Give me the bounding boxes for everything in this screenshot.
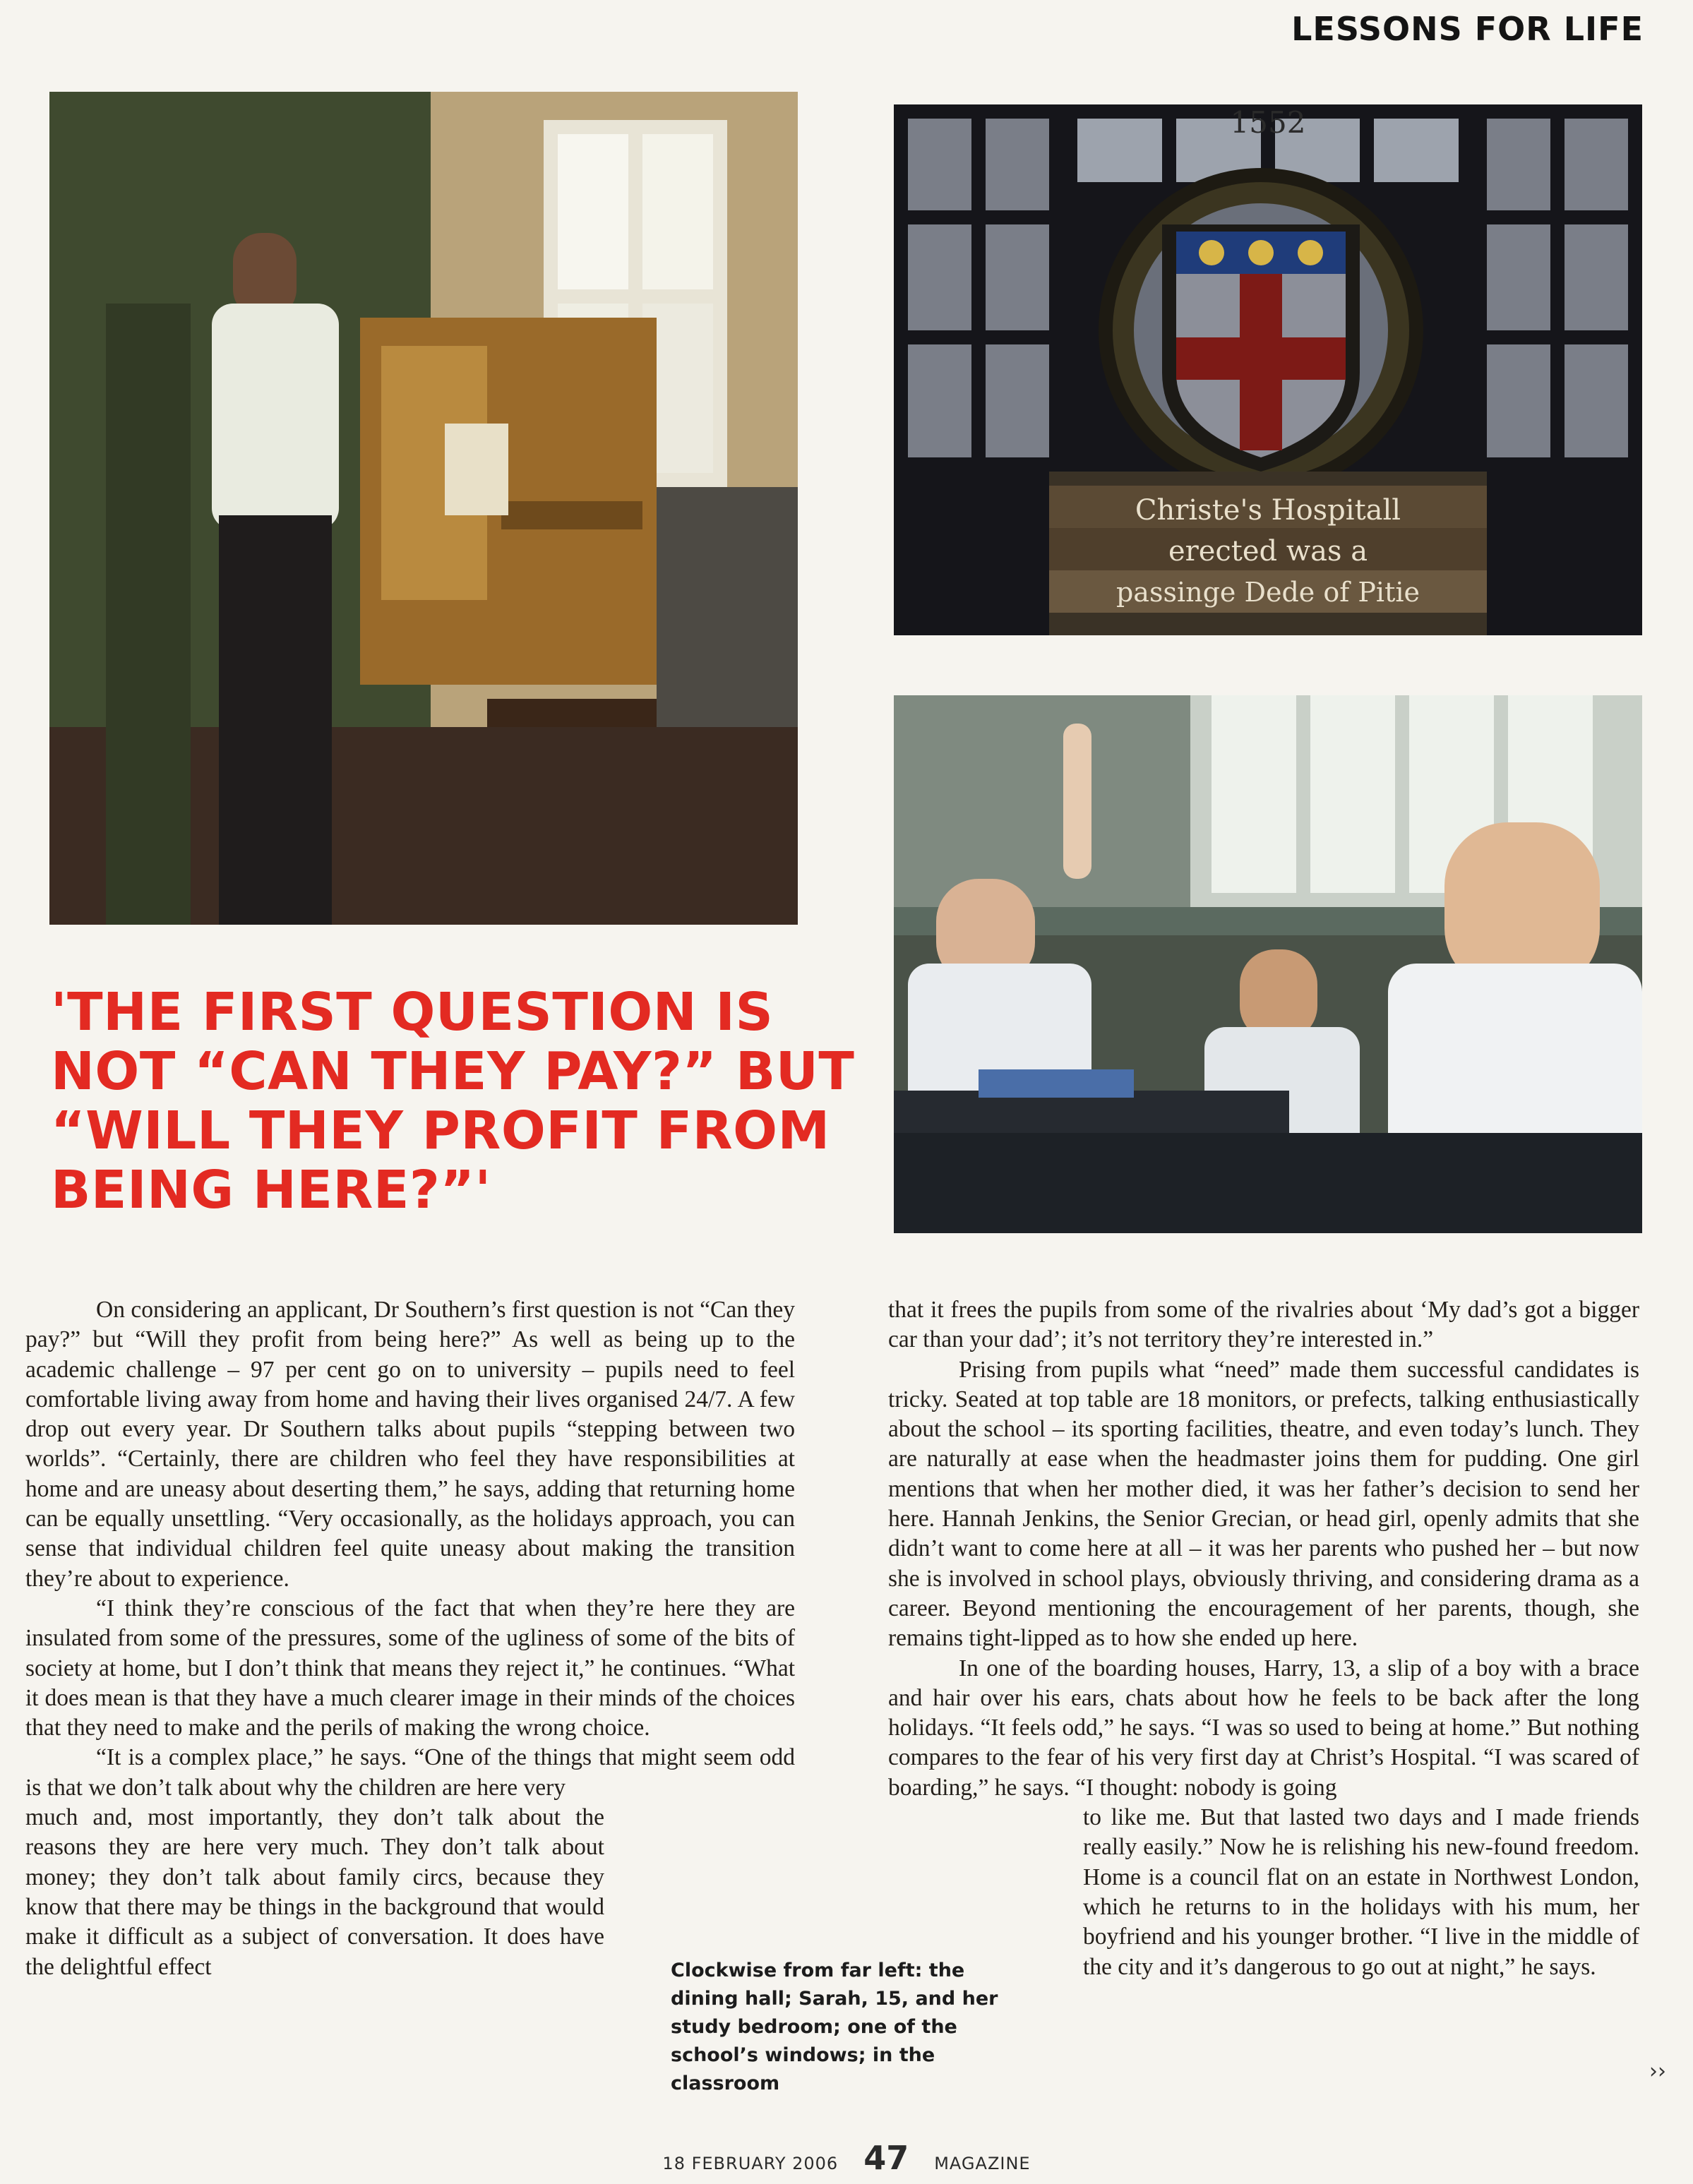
stained-glass-photo bbox=[894, 104, 1642, 635]
window-inscription-line-1: Christe's Hospitall bbox=[1135, 494, 1401, 527]
article-column-right bbox=[888, 1295, 1639, 1982]
paragraph-continued: to like me. But that lasted two days and I made friends really easily.” Now he is relishing his new-found freedom. Home is a council flat on an estate in Northwest London, which he returns to in the holidays with his mum, her boyfriend and his younger brother. “I live in the middle of the city and it’s dangerous to go out at night,” he says. bbox=[1083, 1804, 1639, 1980]
continue-arrow-icon: ›› bbox=[1649, 2059, 1666, 2084]
paragraph: that it frees the pupils from some of the rivalries about ‘My dad’s got a bigger car than your dad’; it’s not territory they’re interested in.” bbox=[888, 1297, 1639, 1353]
window-inscription-line-2: erected was a bbox=[1168, 535, 1368, 568]
window-year: 1552 bbox=[1230, 105, 1306, 140]
page-footer bbox=[0, 2139, 1693, 2177]
paragraph: In one of the boarding houses, Harry, 13, a slip of a boy with a brace and hair over his ears, chats about how he feels to be back after the long holidays. “It feels odd,” he says. “I was so used to being at home.” But nothing compares to the fear of his very first day at Christ’s Hospital. “I was scared of boarding,” he says. “I thought: nobody is going bbox=[888, 1655, 1639, 1801]
paragraph: “I think they’re conscious of the fact that when they’re here they are insulated from some of the pressures, some of the ugliness of some of the bits of society at home, but I don’t think that means they reject it,” he continues. “What it does mean is that they have a much clearer image in their minds of the choices that they need to make and the perils of making the wrong choice. bbox=[25, 1595, 795, 1741]
paragraph: On considering an applicant, Dr Southern’s first question is not “Can they pay?” but “Will they profit from being here?” As well as being up to the academic challenge – 97 per cent go on to university – pupils need to feel comfortable living away from home and having their lives organised 24/7. A few drop out every year. Dr Southern talks about pupils “stepping between two worlds”. “Certainly, there are children who feel they have responsibilities at home and are uneasy about deserting them,” he says, adding that returning home can be equally unsettling. “Very occasionally, as the holidays approach, you can sense that individual children feel quite uneasy about making the transition they’re about to experience. bbox=[25, 1297, 795, 1592]
publication-name: MAGAZINE bbox=[934, 2154, 1031, 2173]
classroom-photo bbox=[894, 695, 1642, 1233]
paragraph: “It is a complex place,” he says. “One of the things that might seem odd is that we don’t talk about why the children are here very bbox=[25, 1744, 795, 1801]
section-label: LESSONS FOR LIFE bbox=[1291, 10, 1644, 48]
paragraph-continued: much and, most importantly, they don’t talk about the reasons they are here very much. They don’t talk about money; they don’t talk about family circs, because they know that there may be things in the background that would make it difficult as a subject of conversation. It does have the delightful effect bbox=[25, 1804, 604, 1980]
pull-quote-headline: 'THE FIRST QUESTION IS NOT “CAN THEY PAY?” BUT “WILL THEY PROFIT FROM BEING HERE?”' bbox=[51, 982, 855, 1220]
photo-caption: Clockwise from far left: the dining hall; Sarah, 15, and her study bedroom; one of the school’s windows; in the classroom bbox=[671, 1960, 998, 2094]
window-inscription-line-3: passinge Dede of Pitie bbox=[1115, 577, 1420, 608]
issue-date: 18 FEBRUARY 2006 bbox=[662, 2154, 839, 2173]
bedroom-photo bbox=[49, 92, 798, 925]
article-column-left bbox=[25, 1295, 795, 1982]
page-number: 47 bbox=[863, 2139, 909, 2177]
paragraph: Prising from pupils what “need” made them successful candidates is tricky. Seated at top table are 18 monitors, or prefects, talking enthusiastically about the school – its sporting facilities, theatre, and even today’s lunch. They are naturally at ease when the headmaster joins them for pudding. One girl mentions that when her mother died, it was her father’s decision to send her here. Hannah Jenkins, the Senior Grecian, or head girl, openly admits that she didn’t want to come here at all – it was her parents who pushed her – but now she is involved in school plays, obviously thriving, and considering drama as a career. Beyond mentioning the encouragement of her parents, though, she remains tight-lipped as to how she ended up here. bbox=[888, 1356, 1639, 1652]
